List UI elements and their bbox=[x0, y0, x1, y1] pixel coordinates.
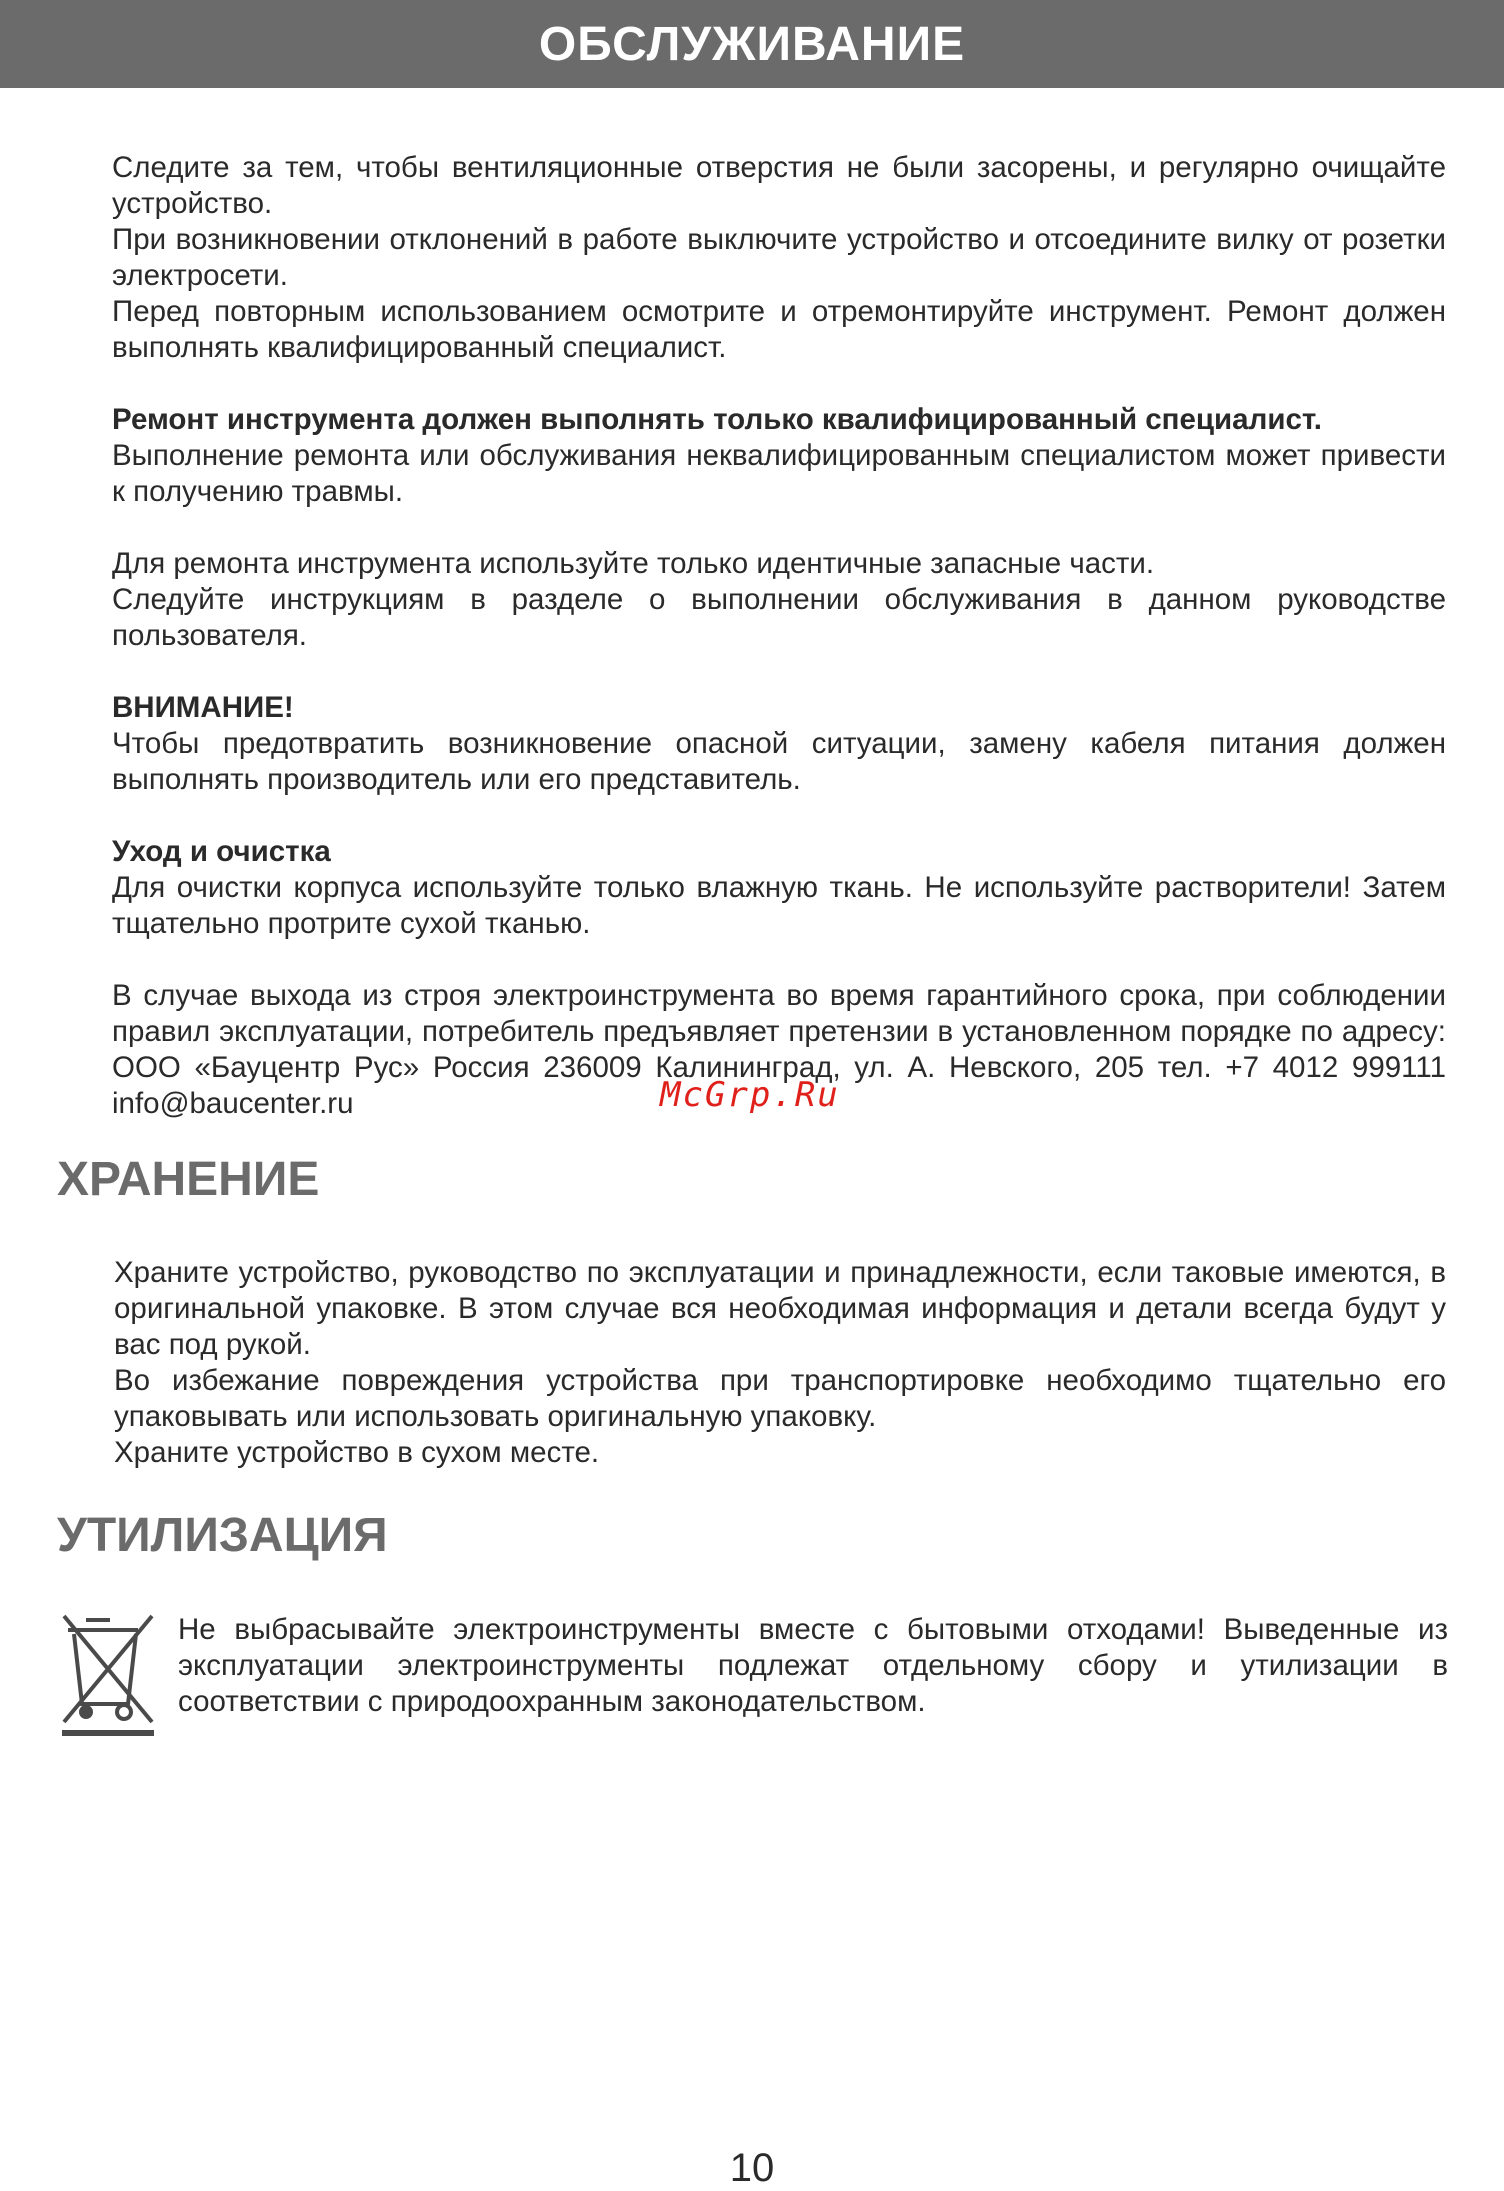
page-number: 10 bbox=[729, 2146, 775, 2190]
crossed-out-wheelie-bin-icon bbox=[58, 1612, 158, 1738]
repair-warning-bold: Ремонт инструмента должен выполнять только квалифицированный специалист. bbox=[112, 403, 1322, 436]
spare-parts-paragraph: Для ремонта инструмента используйте только идентичные запасные части. bbox=[112, 547, 1155, 580]
maintenance-paragraph-inspection: Перед повторным использованием осмотрите и отремонтируйте инструмент. Ремонт должен выполнять квалифицированный специалист. bbox=[112, 295, 1446, 364]
maintenance-section bbox=[112, 150, 1446, 1122]
storage-title: ХРАНЕНИЕ bbox=[57, 1153, 320, 1206]
page-title: ОБСЛУЖИВАНИЕ bbox=[538, 17, 966, 71]
warning-text: Чтобы предотвратить возникновение опасной ситуации, замену кабеля питания должен выполнять производитель или его представитель. bbox=[112, 727, 1446, 796]
storage-paragraph-transport: Во избежание повреждения устройства при транспортировке необходимо тщательно его упаковывать или использовать оригинальную упаковку. bbox=[114, 1364, 1446, 1433]
disposal-title: УТИЛИЗАЦИЯ bbox=[57, 1509, 388, 1562]
section-header-banner bbox=[0, 0, 1504, 88]
warning-title: ВНИМАНИЕ! bbox=[112, 691, 294, 724]
warranty-paragraph: В случае выхода из строя электроинструмента во время гарантийного срока, при соблюдении правил эксплуатации, потребитель предъявляет претензии в установленном порядке по адресу: ООО «Бауцентр Рус» Россия 236009 Калининград, ул. А. Невского, 205 тел. +7 4012 999111 info@baucenter.ru bbox=[112, 979, 1446, 1120]
care-title: Уход и очистка bbox=[112, 835, 331, 868]
maintenance-paragraph-malfunction: При возникновении отклонений в работе выключите устройство и отсоедините вилку от розетки электросети. bbox=[112, 223, 1446, 292]
repair-warning-text: Выполнение ремонта или обслуживания неквалифицированным специалистом может привести к получению травмы. bbox=[112, 439, 1446, 508]
care-text: Для очистки корпуса используйте только влажную ткань. Не используйте растворители! Затем тщательно протрите сухой тканью. bbox=[112, 871, 1446, 940]
instructions-paragraph: Следуйте инструкциям в разделе о выполнении обслуживания в данном руководстве пользователя. bbox=[112, 583, 1446, 652]
maintenance-paragraph-ventilation: Следите за тем, чтобы вентиляционные отверстия не были засорены, и регулярно очищайте устройство. bbox=[112, 151, 1446, 220]
disposal-text: Не выбрасывайте электроинструменты вместе с бытовыми отходами! Выведенные из эксплуатации электроинструменты подлежат отдельному сбору и утилизации в соответствии с природоохранным законодательством. bbox=[178, 1613, 1448, 1718]
storage-paragraph-dry: Храните устройство в сухом месте. bbox=[114, 1436, 600, 1469]
storage-paragraph-packaging: Храните устройство, руководство по эксплуатации и принадлежности, если таковые имеются, в оригинальной упаковке. В этом случае вся необходимая информация и детали всегда будут у вас под рукой. bbox=[114, 1256, 1446, 1361]
watermark-text: McGrp.Ru bbox=[660, 1075, 840, 1115]
storage-section bbox=[114, 1255, 1446, 1471]
